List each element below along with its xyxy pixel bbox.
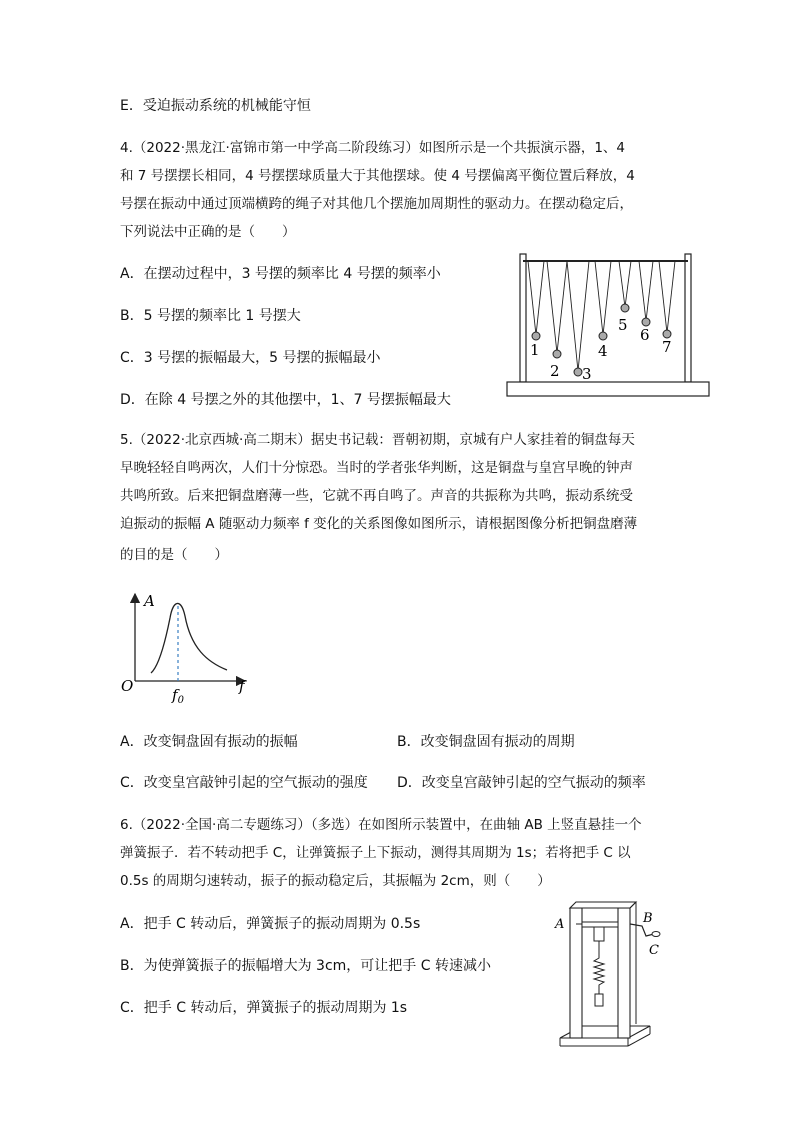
pendulum-4-bob	[599, 332, 607, 340]
q4-option-a: A．在摆动过程中，3 号摆的频率比 4 号摆的频率小	[120, 266, 441, 282]
crank-shaft	[582, 922, 618, 927]
q4-option-b: B．5 号摆的频率比 1 号摆大	[120, 308, 301, 324]
frame-top-beam	[570, 902, 636, 908]
pendulum-3-bob	[574, 368, 582, 376]
frame-left-column	[570, 908, 582, 1038]
pendulum-label-3: 3	[582, 365, 592, 383]
spring	[594, 941, 604, 994]
q5-option-b: B．改变铜盘固有振动的周期	[397, 734, 575, 750]
pendulum-5-bob	[621, 304, 629, 312]
q5-option-d: D．改变皇宫敲钟引起的空气振动的频率	[397, 775, 646, 791]
q5-stem-line1: 5.（2022·北京西城·高二期末）据史书记载：晋朝初期，京城有户人家挂着的铜盘每天	[120, 432, 635, 448]
pendulum-label-5: 5	[618, 316, 628, 334]
q5-stem-line3: 共鸣所致。后来把铜盘磨薄一些，它就不再自鸣了。声音的共振称为共鸣，振动系统受	[120, 488, 633, 504]
q4-option-d: D．在除 4 号摆之外的其他摆中，1、7 号摆振幅最大	[120, 392, 451, 408]
q6-stem-line2: 弹簧振子．若不转动把手 C，让弹簧振子上下振动，测得其周期为 1s；若将把手 C 以	[120, 845, 631, 861]
q6-option-a: A．把手 C 转动后，弹簧振子的振动周期为 0.5s	[120, 916, 421, 932]
right-post	[685, 254, 691, 382]
handle-knob	[652, 932, 660, 937]
q5-option-a: A．改变铜盘固有振动的振幅	[120, 734, 298, 750]
frame-right-column	[618, 908, 630, 1038]
q4-stem-line2: 和 7 号摆摆长相同，4 号摆摆球质量大于其他摆球。使 4 号摆偏离平衡位置后释放，4	[120, 168, 635, 184]
q6-option-c: C．把手 C 转动后，弹簧振子的振动周期为 1s	[120, 1000, 408, 1016]
axis-label-a: A	[144, 592, 155, 610]
option-e: E．受迫振动系统的机械能守恒	[120, 98, 311, 114]
q5-stem-line2: 早晚轻轻自鸣两次，人们十分惊恐。当时的学者张华判断，这是铜盘与皇宫早晚的钟声	[120, 460, 633, 476]
base	[507, 382, 709, 396]
q6-stem-line3: 0.5s 的周期匀速转动，振子的振动稳定后，其振幅为 2cm，则（ ）	[120, 873, 551, 889]
pendulum-label-2: 2	[550, 362, 560, 380]
label-a: A	[555, 917, 565, 932]
label-c: C	[649, 943, 659, 958]
pendulum-label-7: 7	[662, 338, 672, 356]
pendulum-1-bob	[532, 332, 540, 340]
q6-stem-line1: 6.（2022·全国·高二专题练习）（多选）在如图所示装置中，在曲轴 AB 上竖直悬挂一个	[120, 817, 642, 833]
pendulum-label-4: 4	[598, 342, 608, 360]
resonance-curve-figure	[115, 588, 260, 708]
peak-label: $f_0$	[172, 686, 184, 706]
pendulum-label-6: 6	[640, 326, 650, 344]
q6-option-b: B．为使弹簧振子的振幅增大为 3cm，可让把手 C 转速减小	[120, 958, 491, 974]
q4-option-c: C．3 号摆的振幅最大，5 号摆的振幅最小	[120, 350, 381, 366]
pendulum-7-bob	[663, 330, 671, 338]
oscillator-mass	[595, 994, 603, 1006]
pendulum-2-bob	[553, 350, 561, 358]
label-b: B	[643, 911, 653, 926]
q4-stem-line1: 4.（2022·黑龙江·富锦市第一中学高二阶段练习）如图所示是一个共振演示器，1、4	[120, 140, 625, 156]
origin-label: O	[121, 677, 134, 695]
spring-oscillator-figure	[550, 898, 670, 1058]
q5-stem-line4: 迫振动的振幅 A 随驱动力频率 f 变化的关系图像如图所示，请根据图像分析把铜盘磨薄	[120, 516, 638, 532]
q4-stem-line3: 号摆在振动中通过顶端横跨的绳子对其他几个摆施加周期性的驱动力。在摆动稳定后，	[120, 196, 633, 212]
resonance-curve	[151, 603, 227, 673]
pendulum-figure	[505, 250, 715, 400]
q5-option-c: C．改变皇宫敲钟引起的空气振动的强度	[120, 775, 368, 791]
pendulum-label-1: 1	[530, 341, 540, 359]
pendulum-6-bob	[642, 318, 650, 326]
crank-offset	[594, 927, 604, 941]
q5-stem-line5: 的目的是（ ）	[120, 547, 228, 563]
axis-label-f: f	[239, 677, 245, 695]
left-post	[520, 254, 526, 382]
q4-stem-line4: 下列说法中正确的是（ ）	[120, 224, 296, 240]
